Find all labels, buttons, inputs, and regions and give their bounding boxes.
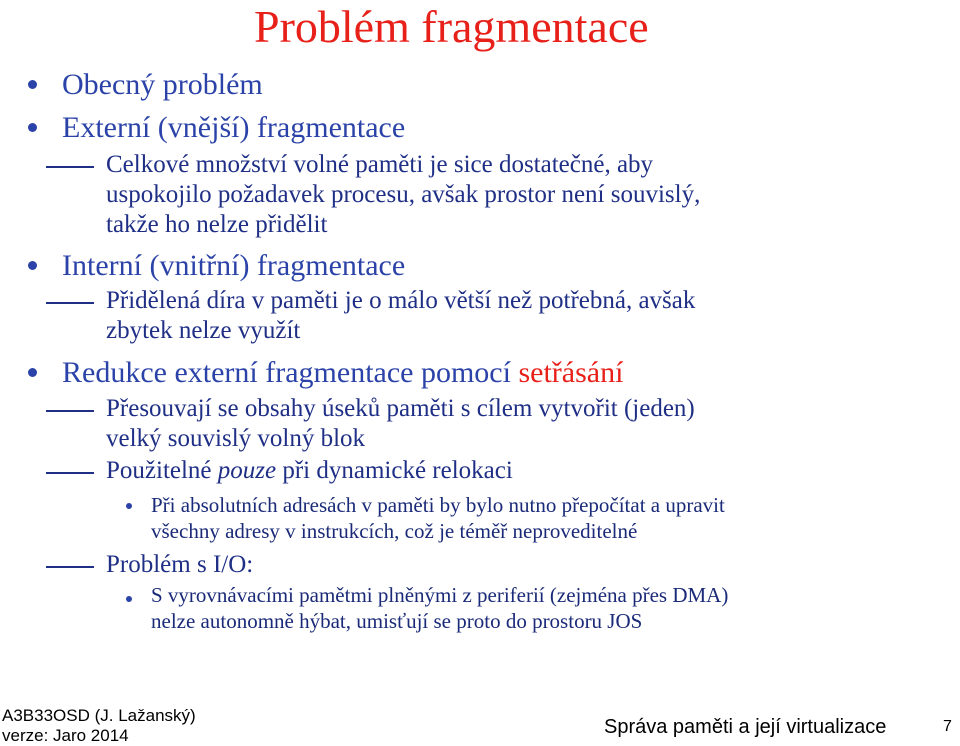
dash-icon	[46, 302, 94, 304]
dash-icon	[46, 166, 94, 168]
sub-external-line2: uspokojilo požadavek procesu, avšak prostor není souvislý,	[106, 181, 701, 208]
sub-internal-line1: Přidělená díra v paměti je o málo větší než potřebná, avšak	[106, 287, 696, 314]
sub-relocation-italic: pouze	[217, 457, 277, 484]
sub-relocation	[106, 456, 513, 486]
bullet-icon	[28, 261, 37, 270]
subsub-io-line1: S vyrovnávacími pamětmi plněnými z periferií (zejména přes DMA)	[151, 583, 729, 607]
bullet-icon	[28, 368, 37, 377]
dash-icon	[46, 566, 94, 568]
footer-course: A3B33OSD (J. Lažanský)	[2, 706, 196, 725]
sub-relocation-post: při dynamické relokaci	[276, 457, 513, 484]
bullet-reduction	[62, 355, 623, 391]
bullet-internal-fragmentation: Interní (vnitřní) fragmentace	[62, 249, 406, 282]
sub-compaction-line1: Přesouvají se obsahy úseků paměti s cílem vytvořit (jeden)	[106, 395, 695, 422]
sub-io-problem: Problém s I/O:	[106, 551, 254, 578]
bullet-external-fragmentation: Externí (vnější) fragmentace	[62, 111, 406, 144]
bullet-general-problem: Obecný problém	[62, 68, 263, 101]
sub-relocation-pre: Použitelné	[106, 457, 218, 484]
page-number: 7	[943, 718, 952, 735]
bullet-reduction-text: Redukce externí fragmentace pomocí	[62, 356, 519, 389]
bullet-icon	[126, 596, 132, 602]
subsub-absolute-line1: Při absolutních adresách v paměti by bylo nutno přepočítat a upravit	[151, 493, 725, 517]
sub-external-line1: Celkové množství volné paměti je sice dostatečné, aby	[106, 151, 654, 178]
dash-icon	[46, 472, 94, 474]
footer-version: verze: Jaro 2014	[2, 726, 129, 745]
bullet-icon	[28, 80, 37, 89]
subsub-io-line2: nelze autonomně hýbat, umisťují se proto do prostoru JOS	[151, 609, 643, 633]
sub-internal-line2: zbytek nelze využít	[106, 317, 301, 344]
dash-icon	[46, 410, 94, 412]
highlight-compaction: setřásání	[518, 356, 624, 389]
subsub-absolute-line2: všechny adresy v instrukcích, což je téměř neproveditelné	[151, 519, 638, 543]
bullet-icon	[126, 503, 132, 509]
sub-external-line3: takže ho nelze přidělit	[106, 211, 328, 238]
footer-topic: Správa paměti a její virtualizace	[604, 716, 887, 738]
slide-title: Problém fragmentace	[254, 1, 649, 52]
sub-compaction-line2: velký souvislý volný blok	[106, 425, 366, 452]
bullet-icon	[28, 123, 37, 132]
